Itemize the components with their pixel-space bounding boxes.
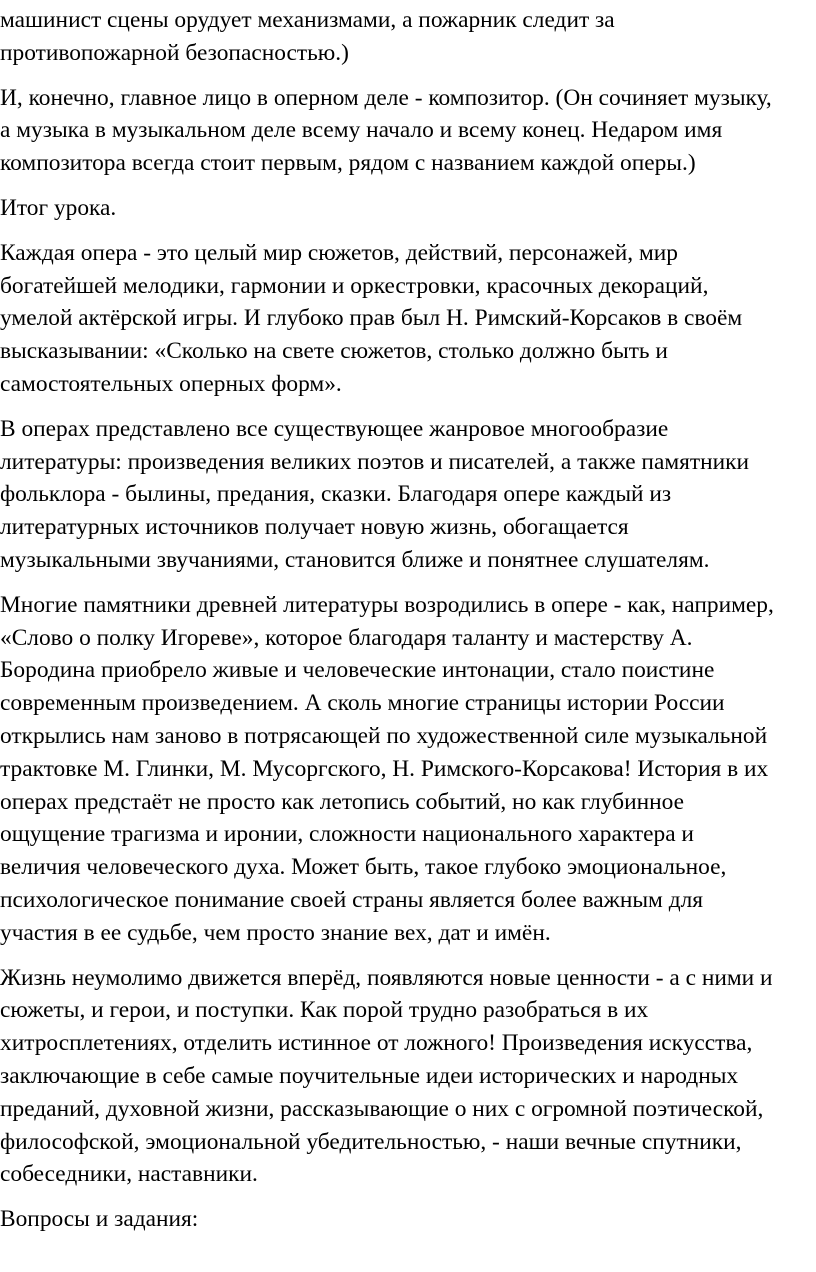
text-line: богатейшей мелодики, гармонии и оркестровки, красочных декораций, xyxy=(0,272,709,299)
paragraph-opera-world xyxy=(0,237,816,401)
text-line: психологическое понимание своей страны является более важным для xyxy=(0,886,704,913)
text-line: самостоятельных оперных форм». xyxy=(0,370,342,397)
text-line: В операх представлено все существующее жанровое многообразие xyxy=(0,415,669,442)
text-line: литературы: произведения великих поэтов и писателей, а также памятники xyxy=(0,448,750,475)
paragraph-literature-genres xyxy=(0,413,816,577)
text-line: Многие памятники древней литературы возродились в опере - как, например, xyxy=(0,591,774,618)
paragraph-lesson-summary-heading xyxy=(0,192,816,225)
text-line: заключающие в себе самые поучительные идеи исторических и народных xyxy=(0,1062,739,1089)
text-line: И, конечно, главное лицо в оперном деле - композитор. (Он сочиняет музыку, xyxy=(0,84,772,111)
text-line: ощущение трагизма и иронии, сложности национального характера и xyxy=(0,821,694,848)
text-line: величия человеческого духа. Может быть, такое глубоко эмоциональное, xyxy=(0,854,727,881)
text-line: современным произведением. А сколь многие страницы истории России xyxy=(0,690,725,717)
text-line: «Слово о полку Игореве», которое благодаря таланту и мастерству А. xyxy=(0,624,693,651)
text-line: фольклора - былины, предания, сказки. Благодаря опере каждый из xyxy=(0,481,672,508)
text-line: умелой актёрской игры. И глубоко прав был Н. Римский-Корсаков в своём xyxy=(0,305,743,332)
text-line: Жизнь неумолимо движется вперёд, появляются новые ценности - а с ними и xyxy=(0,964,773,991)
text-line: музыкальными звучаниями, становится ближе и понятнее слушателям. xyxy=(0,546,710,573)
paragraph-life-moves-forward xyxy=(0,962,816,1192)
text-line: участия в ее судьбе, чем просто знание вех, дат и имён. xyxy=(0,919,551,946)
paragraph-composer xyxy=(0,82,816,180)
text-line: открылись нам заново в потрясающей по художественной силе музыкальной xyxy=(0,722,768,749)
text-line: противопожарной безопасностью.) xyxy=(0,39,349,66)
paragraph-stage-crew xyxy=(0,4,816,70)
text-line: композитора всегда стоит первым, рядом с названием каждой оперы.) xyxy=(0,150,696,177)
text-line: трактовке М. Глинки, М. Мусоргского, Н. Римского-Корсакова! История в их xyxy=(0,755,769,782)
text-line: философской, эмоциональной убедительностью, - наши вечные спутники, xyxy=(0,1128,742,1155)
text-line: Каждая опера - это целый мир сюжетов, действий, персонажей, мир xyxy=(0,239,678,266)
text-line: а музыка в музыкальном деле всему начало и всему конец. Недаром имя xyxy=(0,117,723,144)
text-line: преданий, духовной жизни, рассказывающие о них с огромной поэтической, xyxy=(0,1095,764,1122)
text-line: хитросплетениях, отделить истинное от ложного! Произведения искусства, xyxy=(0,1030,753,1057)
text-line: собеседники, наставники. xyxy=(0,1161,258,1188)
text-line: Бородина приобрело живые и человеческие интонации, стало поистине xyxy=(0,657,715,684)
text-line: литературных источников получает новую жизнь, обогащается xyxy=(0,514,629,541)
text-line: Вопросы и задания: xyxy=(0,1206,199,1233)
text-line: машинист сцены орудует механизмами, а пожарник следит за xyxy=(0,7,615,33)
paragraph-ancient-literature xyxy=(0,589,816,950)
text-line: операх предстаёт не просто как летопись событий, но как глубинное xyxy=(0,788,684,815)
text-line: Итог урока. xyxy=(0,194,117,221)
text-line: сюжеты, и герои, и поступки. Как порой трудно разобраться в их xyxy=(0,997,649,1024)
text-line: высказывании: «Сколько на свете сюжетов, столько должно быть и xyxy=(0,338,668,365)
paragraph-questions-heading xyxy=(0,1203,816,1236)
